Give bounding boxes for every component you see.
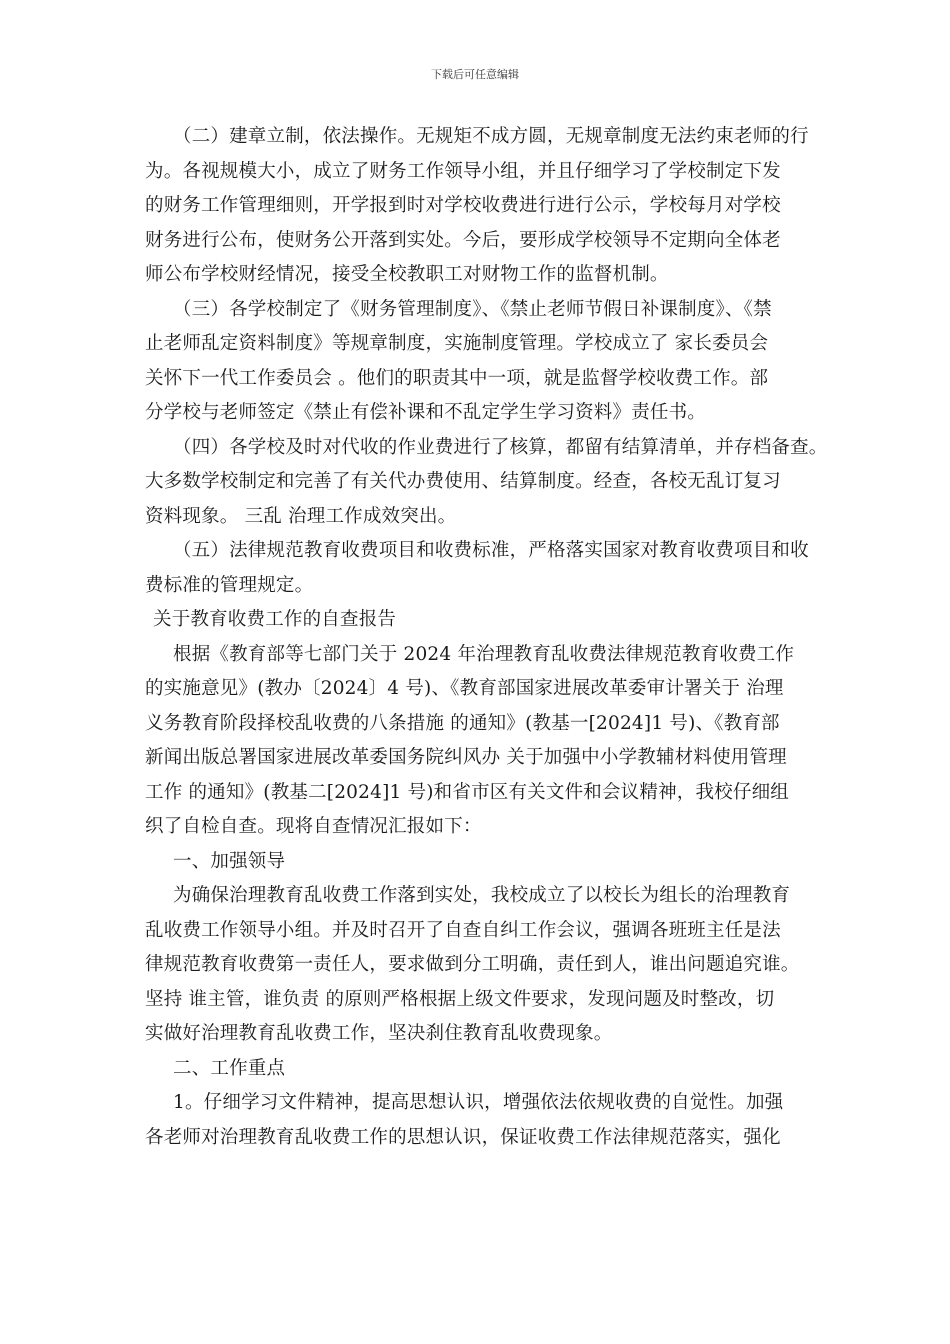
text-line: 实做好治理教育乱收费工作，坚决刹住教育乱收费现象。 [145,1023,613,1044]
text-line: 根据《教育部等七部门关于 2024 年治理教育乱收费法律规范教育收费工作 [173,643,795,665]
document-body [145,120,828,1155]
text-line: 财务进行公布，使财务公开落到实处。今后，要形成学校领导不定期向全体老 [145,229,781,251]
text-line: 费标准的管理规定。 [145,574,314,596]
text-line: 乱收费工作领导小组。并及时召开了自查自纠工作会议，强调各班班主任是法 [145,919,781,941]
page-header: 下载后可任意编辑 [431,68,519,81]
text-line: 大多数学校制定和完善了有关代办费使用、结算制度。经查，各校无乱订复习 [145,471,781,492]
text-line: （三）各学校制定了《财务管理制度》、《禁止老师节假日补课制度》、《禁 [173,298,772,320]
text-line: 坚持 谁主管，谁负责 的原则严格根据上级文件要求，发现问题及时整改，切 [145,988,775,1010]
text-line: （四）各学校及时对代收的作业费进行了核算，都留有结算清单，并存档备查。 [173,436,828,458]
text-line: 1。仔细学习文件精神，提高思想认识，增强依法依规收费的自觉性。加强 [173,1092,784,1113]
text-line: 织了自检自查。现将自查情况汇报如下： [145,816,482,837]
text-line: 分学校与老师签定《禁止有偿补课和不乱定学生学习资料》责任书。 [145,402,707,423]
text-line: 为。各视规模大小，成立了财务工作领导小组，并且仔细学习了学校制定下发 [145,160,781,182]
text-line: 的实施意见》(教办〔2024〕4 号)、《教育部国家进展改革委审计署关于 治理 [145,678,784,699]
text-line: 的财务工作管理细则，开学报到时对学校收费进行进行公示，学校每月对学校 [145,195,781,216]
text-line: 新闻出版总署国家进展改革委国务院纠风办 关于加强中小学教辅材料使用管理 [145,747,787,768]
text-line: 止老师乱定资料制度》等规章制度，实施制度管理。学校成立了 家长委员会 [145,333,769,354]
text-line: （五）法律规范教育收费项目和收费标准，严格落实国家对教育收费项目和收 [173,540,809,561]
text-line: 律规范教育收费第一责任人，要求做到分工明确，责任到人，谁出问题追究谁。 [145,954,800,975]
text-line: 各老师对治理教育乱收费工作的思想认识，保证收费工作法律规范落实，强化 [145,1126,781,1148]
text-line: （二）建章立制，依法操作。无规矩不成方圆，无规章制度无法约束老师的行 [173,126,809,147]
text-line: 义务教育阶段择校乱收费的八条措施 的通知》(教基一[2024]1 号)、《教育部 [145,712,780,734]
text-line: 关于教育收费工作的自查报告 [153,609,397,630]
text-line: 关怀下一代工作委员会 。他们的职责其中一项，就是监督学校收费工作。部 [145,367,769,389]
text-line: 资料现象。 三乱 治理工作成效突出。 [145,505,457,527]
text-line: 师公布学校财经情况，接受全校教职工对财物工作的监督机制。 [145,264,669,285]
text-line: 为确保治理教育乱收费工作落到实处，我校成立了以校长为组长的治理教育 [173,885,791,906]
text-line: 工作 的通知》(教基二[2024]1 号)和省市区有关文件和会议精神，我校仔细组 [145,781,789,803]
text-line: 一、加强领导 [173,850,286,872]
text-line: 二、工作重点 [173,1057,286,1079]
